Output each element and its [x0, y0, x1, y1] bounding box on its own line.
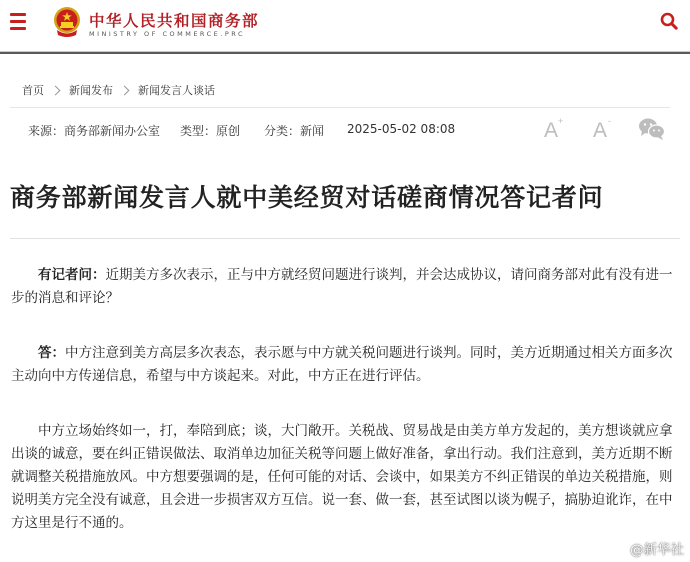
chevron-right-icon — [51, 85, 61, 95]
question-text: 近期美方多次表示，正与中方就经贸问题进行谈判，并会达成协议，请问商务部对此有没有进一步的消息和评论？ — [11, 267, 673, 306]
weibo-icon — [607, 540, 627, 556]
article-type: 类型：原创 — [180, 124, 241, 138]
article-source: 来源：商务部新闻办公室 — [28, 124, 161, 138]
answer-label: 答： — [38, 345, 65, 361]
wechat-share-icon[interactable] — [638, 117, 666, 141]
font-increase-icon[interactable] — [543, 116, 567, 140]
title-divider — [10, 238, 680, 239]
font-decrease-glyph: A — [593, 119, 608, 140]
article-title: 商务部新闻发言人就中美经贸对话磋商情况答记者问 — [10, 183, 604, 212]
breadcrumb-home[interactable]: 首页 — [22, 84, 44, 97]
font-decrease-icon[interactable] — [592, 116, 616, 140]
breadcrumb-spokesperson-talks[interactable]: 新闻发言人谈话 — [138, 84, 215, 97]
font-increase-sign: + — [558, 116, 564, 126]
chevron-right-icon — [120, 85, 130, 95]
search-icon[interactable] — [660, 12, 678, 30]
question-paragraph — [11, 264, 683, 310]
article-category: 分类：新闻 — [264, 124, 325, 138]
brand-title: 中华人民共和国商务部 — [89, 12, 260, 30]
question-label: 有记者问： — [38, 267, 106, 283]
body-paragraph: 中方立场始终如一，打，奉陪到底；谈，大门敞开。关税战、贸易战是由美方单方发起的，美方想谈就应拿出谈的诚意，要在纠正错误做法、取消单边加征关税等问题上做好准备，拿出行动。我们注意到，美方近期不断就调整关税措施放风。中方想要强调的是，任何可能的对话、会谈中，如果美方不纠正错误的单边关税措施，则说明美方完全没有诚意，且会进一步损害双方互信。说一套、做一套，甚至试图以谈为幌子，搞胁迫讹诈，在中方这里是行不通的。 — [11, 423, 673, 531]
meta-divider — [10, 107, 670, 108]
font-decrease-sign: - — [608, 116, 611, 126]
watermark — [607, 538, 684, 558]
breadcrumb — [22, 82, 215, 98]
font-increase-glyph: A — [544, 119, 559, 140]
top-bar — [0, 0, 690, 52]
breadcrumb-news-release[interactable]: 新闻发布 — [69, 84, 113, 97]
answer-text: 中方注意到美方高层多次表态，表示愿与中方就关税问题进行谈判。同时，美方近期通过相关方面多次主动向中方传递信息，希望与中方谈起来。对此，中方正在进行评估。 — [11, 345, 673, 384]
national-emblem-logo[interactable] — [52, 6, 82, 38]
menu-icon[interactable] — [10, 13, 26, 31]
watermark-text: @新华社 — [630, 542, 684, 558]
article-date: 2025-05-02 08:08 — [347, 122, 456, 136]
header-divider — [0, 52, 690, 54]
answer-paragraph — [11, 342, 683, 388]
brand-subtitle: MINISTRY OF COMMERCE.PRC — [89, 30, 245, 38]
